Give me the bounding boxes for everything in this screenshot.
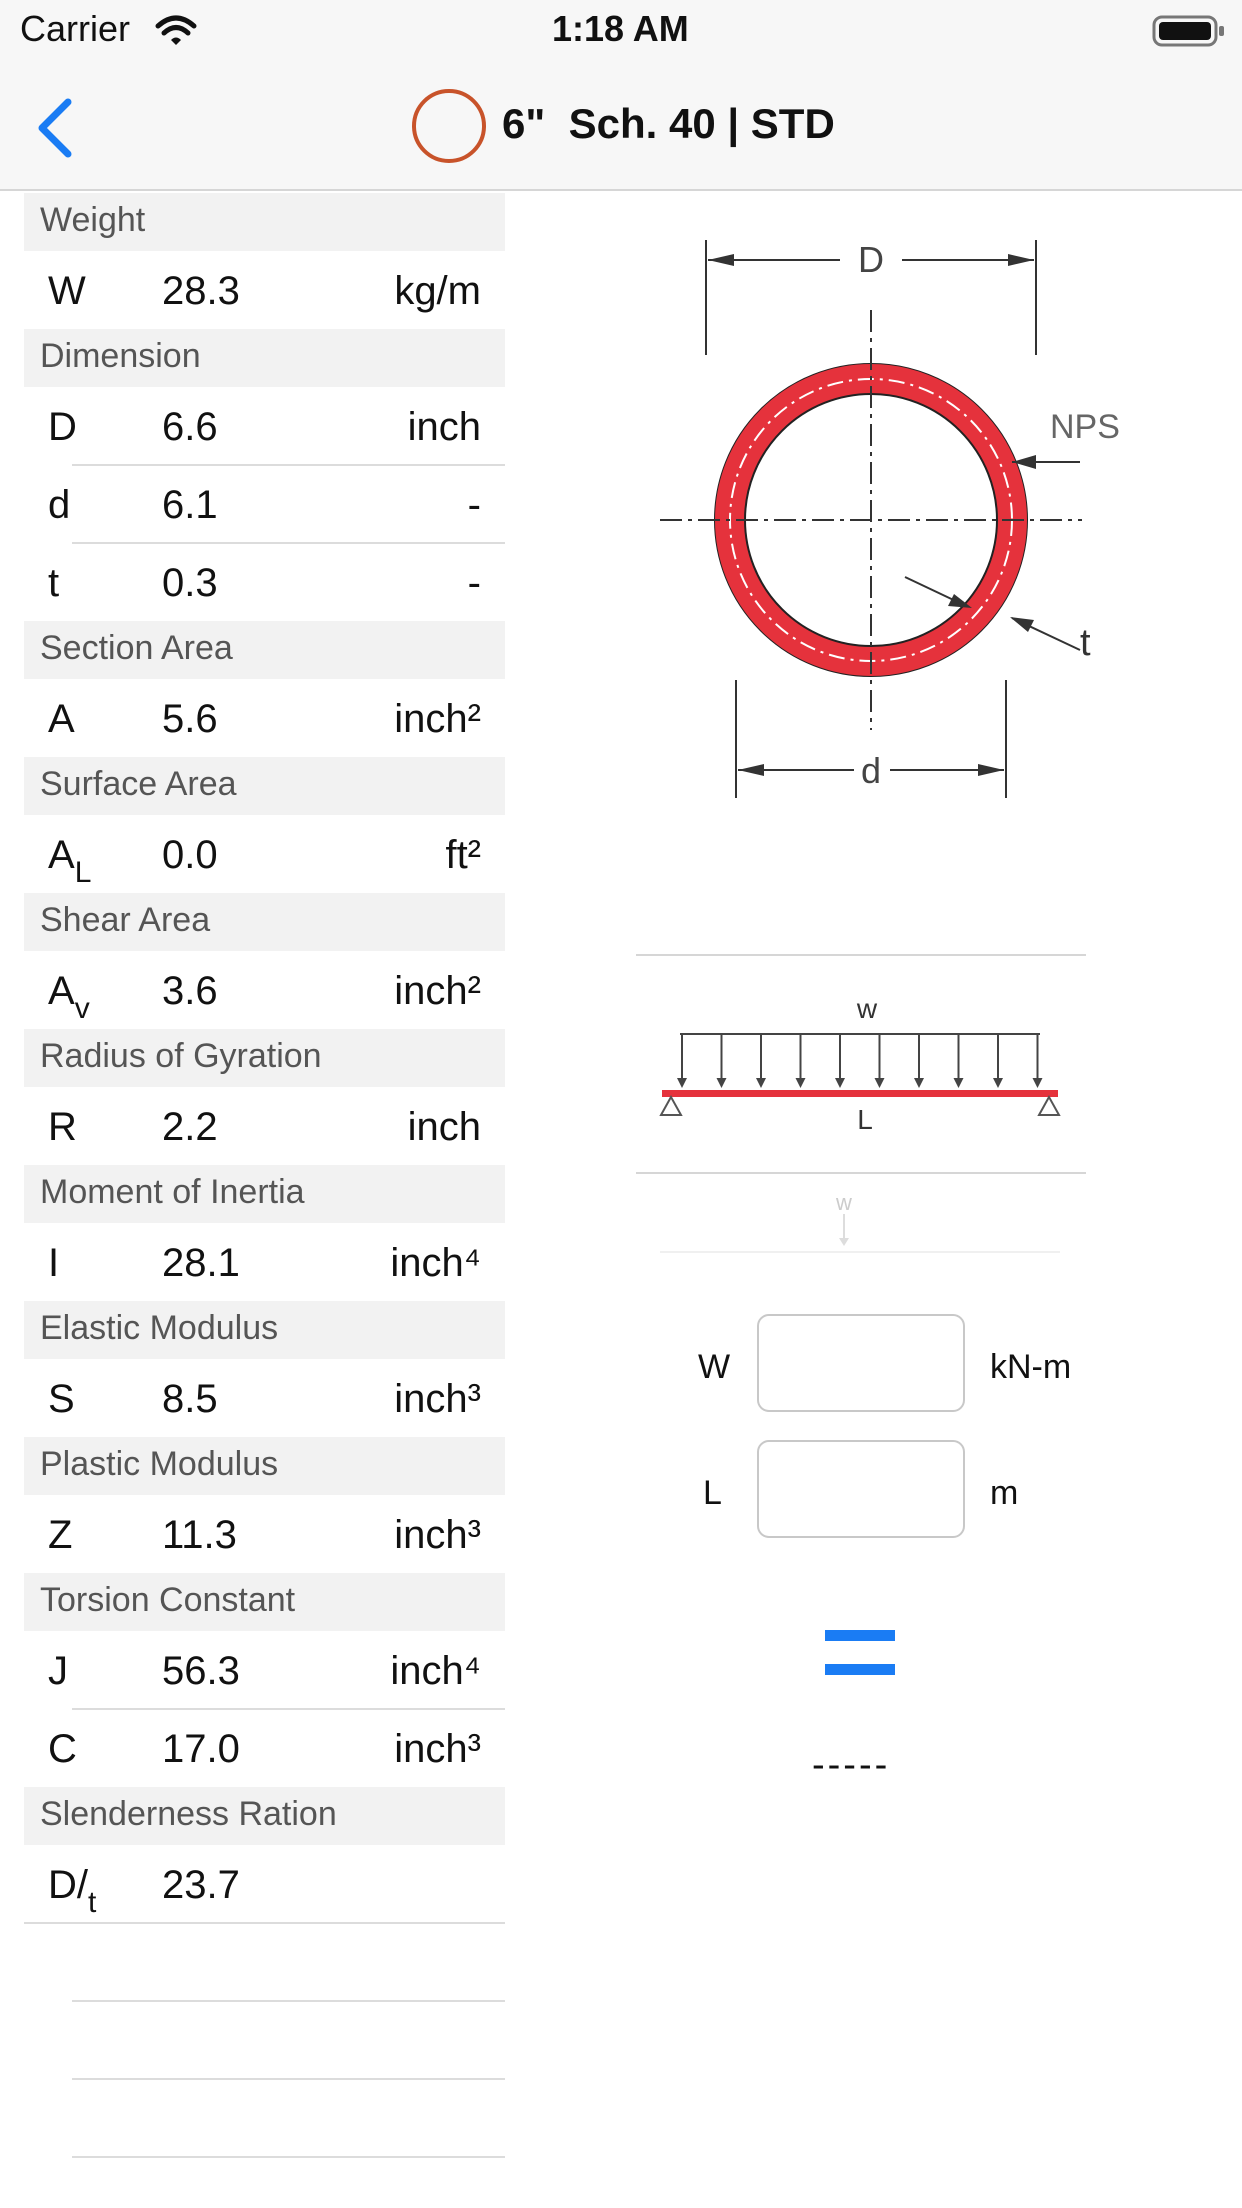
arrow-head <box>1008 254 1034 266</box>
status-bar <box>0 0 1242 60</box>
property-value: 17.0 <box>162 1727 240 1771</box>
symbol-subscript: v <box>74 992 90 1025</box>
property-unit: inch³ <box>394 1377 481 1421</box>
load-arrow-head <box>875 1078 885 1088</box>
span-label: L <box>857 1104 873 1135</box>
property-symbol <box>48 1513 72 1558</box>
property-symbol <box>48 1727 77 1772</box>
carrier-label: Carrier <box>20 8 131 49</box>
result-value: ----- <box>812 1744 891 1786</box>
property-row <box>24 1845 505 1923</box>
symbol-text: A <box>48 969 75 1013</box>
property-unit: inch <box>407 1105 481 1149</box>
property-value: 0.3 <box>162 561 218 605</box>
section-header <box>24 193 505 251</box>
section-header <box>24 1787 505 1845</box>
section-header <box>24 1165 505 1223</box>
row-separator <box>72 2078 505 2080</box>
section-header <box>24 329 505 387</box>
section-header <box>24 893 505 951</box>
property-value: 11.3 <box>162 1513 237 1557</box>
property-unit: inch⁴ <box>390 1241 481 1285</box>
property-value: 6.1 <box>162 483 218 527</box>
divider <box>636 1172 1086 1174</box>
property-value: 3.6 <box>162 969 218 1013</box>
symbol-text: A <box>48 697 75 741</box>
property-row <box>24 1223 505 1301</box>
section-header <box>24 1437 505 1495</box>
property-unit: ft² <box>445 833 481 877</box>
page-title: 6" Sch. 40 | STD <box>502 100 835 147</box>
section-header-label: Slenderness Ration <box>40 1795 337 1833</box>
length-input-label: L <box>703 1474 722 1512</box>
distributed-load-arrows <box>677 1034 1043 1088</box>
load-arrow-head <box>1033 1078 1043 1088</box>
property-symbol <box>48 1241 59 1286</box>
property-row <box>24 1495 505 1573</box>
property-unit: inch³ <box>394 1513 481 1557</box>
property-row <box>24 1631 505 1709</box>
property-row <box>24 951 505 1029</box>
symbol-text: J <box>48 1649 68 1693</box>
nps-label: NPS <box>1050 408 1120 446</box>
property-unit: inch² <box>394 969 481 1013</box>
section-header <box>24 1029 505 1087</box>
property-unit: - <box>467 483 481 527</box>
row-separator <box>24 1922 505 1924</box>
property-unit: inch⁴ <box>390 1649 481 1693</box>
property-value: 2.2 <box>162 1105 218 1149</box>
symbol-text: R <box>48 1105 77 1149</box>
section-header <box>24 757 505 815</box>
section-header <box>24 1573 505 1631</box>
navigation-bar <box>0 60 1242 191</box>
equals-icon <box>825 1630 895 1641</box>
symbol-text: D/ <box>48 1863 88 1907</box>
arrow-head <box>708 254 734 266</box>
symbol-text: I <box>48 1241 60 1285</box>
load-arrow-head <box>796 1078 806 1088</box>
property-unit: inch <box>407 405 481 449</box>
length-input[interactable] <box>757 1440 965 1538</box>
section-header-label: Elastic Modulus <box>40 1309 279 1347</box>
property-value: 28.1 <box>162 1241 240 1285</box>
symbol-text: d <box>48 483 71 527</box>
property-row <box>24 1709 505 1787</box>
row-separator <box>72 2000 505 2002</box>
property-symbol <box>48 561 59 606</box>
pipe-cross-section-diagram <box>640 230 1140 810</box>
property-row <box>24 543 505 621</box>
section-header-label: Torsion Constant <box>40 1581 296 1619</box>
symbol-text: C <box>48 1727 77 1771</box>
clock: 1:18 AM <box>552 8 689 49</box>
section-header-label: Plastic Modulus <box>40 1445 279 1483</box>
property-symbol <box>48 969 90 1026</box>
divider <box>660 1251 1060 1253</box>
symbol-text: W <box>48 269 86 313</box>
load-arrow-head <box>835 1078 845 1088</box>
property-unit: - <box>467 561 481 605</box>
beam-load-diagram <box>655 990 1075 1140</box>
property-value: 23.7 <box>162 1863 240 1907</box>
section-header-label: Section Area <box>40 629 233 667</box>
wifi-icon <box>154 14 198 48</box>
load-label: w <box>856 993 878 1024</box>
property-row <box>24 1359 505 1437</box>
property-symbol <box>48 1377 75 1422</box>
load-input-label: W <box>698 1348 731 1386</box>
property-value: 5.6 <box>162 697 218 741</box>
property-row <box>24 1087 505 1165</box>
pipe-section-icon <box>410 87 488 165</box>
symbol-text: t <box>48 561 60 605</box>
section-header <box>24 621 505 679</box>
load-arrow-head <box>954 1078 964 1088</box>
outer-diameter-label: D <box>858 239 884 280</box>
back-chevron-icon[interactable] <box>34 96 78 160</box>
symbol-subscript: t <box>88 1886 97 1919</box>
symbol-text: Z <box>48 1513 73 1557</box>
property-symbol <box>48 1649 68 1694</box>
symbol-subscript: L <box>74 856 92 889</box>
property-unit: inch² <box>394 697 481 741</box>
property-symbol <box>48 405 77 450</box>
load-arrow-head <box>677 1078 687 1088</box>
row-separator <box>72 2156 505 2158</box>
property-value: 6.6 <box>162 405 218 449</box>
property-value: 28.3 <box>162 269 240 313</box>
length-unit-label: m <box>990 1474 1019 1512</box>
support-left <box>661 1097 681 1115</box>
section-header-label: Dimension <box>40 337 201 375</box>
inner-diameter-label: d <box>860 750 882 791</box>
symbol-text: A <box>48 833 75 877</box>
section-header-label: Surface Area <box>40 765 237 803</box>
load-unit-label: kN-m <box>990 1348 1072 1386</box>
load-arrow-head <box>717 1078 727 1088</box>
property-row <box>24 251 505 329</box>
divider <box>636 954 1086 956</box>
property-value: 56.3 <box>162 1649 240 1693</box>
load-input[interactable] <box>757 1314 965 1412</box>
thickness-label: t <box>1080 622 1091 664</box>
faint-load-icon <box>820 1192 870 1252</box>
property-row <box>24 465 505 543</box>
load-arrow-head <box>914 1078 924 1088</box>
support-right <box>1039 1097 1059 1115</box>
property-row <box>24 679 505 757</box>
section-header-label: Weight <box>40 201 146 239</box>
property-symbol <box>48 269 86 314</box>
svg-text:w: w <box>836 1192 852 1215</box>
property-row <box>24 387 505 465</box>
section-header <box>24 1301 505 1359</box>
section-header-label: Shear Area <box>40 901 211 939</box>
property-symbol <box>48 697 75 742</box>
property-value: 0.0 <box>162 833 218 877</box>
property-row <box>24 815 505 893</box>
property-value: 8.5 <box>162 1377 218 1421</box>
section-header-label: Radius of Gyration <box>40 1037 322 1075</box>
symbol-text: D <box>48 405 77 449</box>
property-symbol <box>48 1105 77 1150</box>
load-arrow-head <box>756 1078 766 1088</box>
property-symbol <box>48 833 91 890</box>
load-arrow-head <box>993 1078 1003 1088</box>
property-symbol <box>48 1863 96 1920</box>
symbol-text: S <box>48 1377 75 1421</box>
property-unit: inch³ <box>394 1727 481 1771</box>
property-symbol <box>48 483 70 528</box>
property-unit: kg/m <box>394 269 481 313</box>
battery-icon <box>1152 14 1226 48</box>
calculate-button[interactable] <box>822 1628 898 1680</box>
section-header-label: Moment of Inertia <box>40 1173 305 1211</box>
beam <box>662 1090 1058 1097</box>
